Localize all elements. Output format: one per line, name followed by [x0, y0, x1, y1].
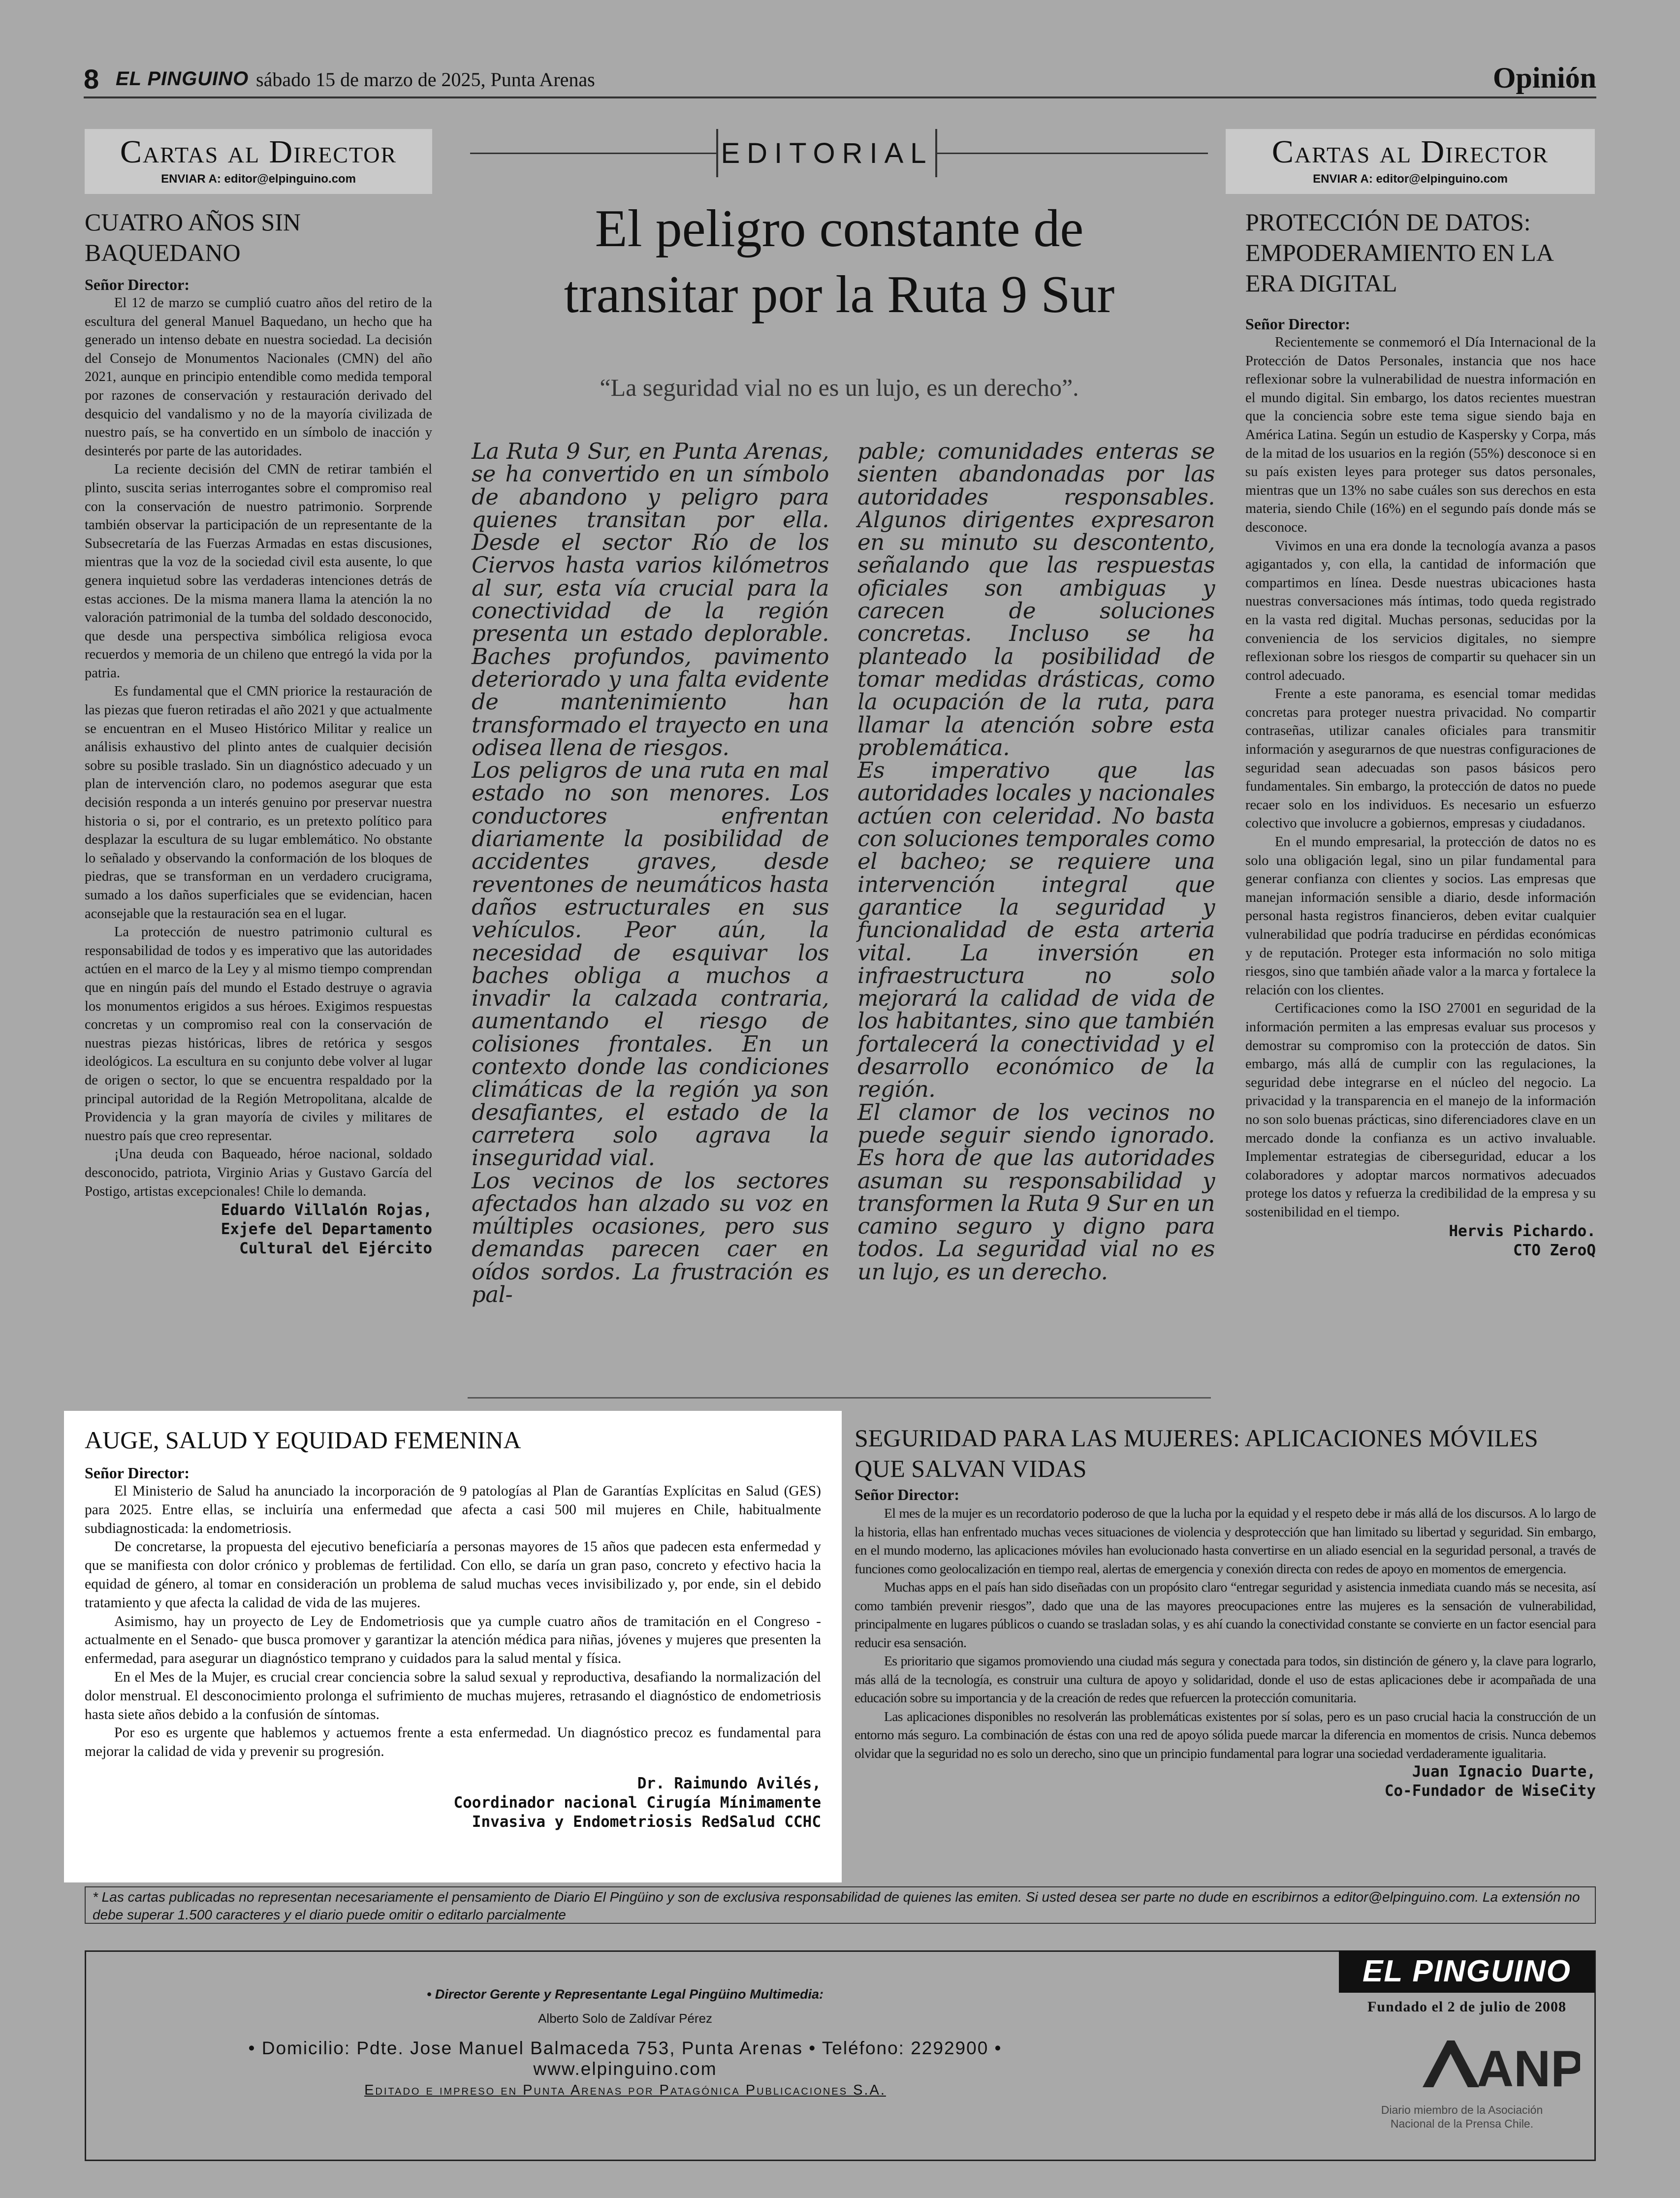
disclaimer-text: * Las cartas publicadas no representan necesariamente el pensamiento de Diario El Pingüino y son de exclusiva responsabilidad de quienes las emiten. Si usted desea ser parte no dude en escribirnos a editor@elpinguino.com. La extensión no debe superar 1.500 caracteres y el diario puede omitir o editarlo parcialmente	[93, 1889, 1580, 1922]
editorial-paragraph: Es imperativo que las autoridades locales y nacionales actúen con celeridad. No basta con soluciones temporales como el bacheo; se requiere una intervención integral que garantice la seguridad y funcionalidad de esta arteria vital. La inversión en infraestructura no solo mejorará la calidad de vida de los habitantes, sino que también fortalecerá la conectividad y el desarrollo económico de la región.	[857, 757, 1215, 1103]
right-letter	[1245, 207, 1596, 1260]
anp-caption-line: Nacional de la Prensa Chile.	[1390, 2117, 1534, 2130]
cartas-header-left	[85, 129, 432, 194]
footer-credits	[207, 1987, 1044, 2099]
letter-paragraph: Frente a este panorama, es esencial tomar medidas concretas para proteger nuestra privacidad. No compartir contraseñas, utilizar canales oficiales para transmitir información y asegurarnos de que nuestras configuraciones de seguridad sean adecuadas son pasos básicos pero fundamentales. Sin embargo, la protección de datos no puede recaer solo en los individuos. Es necesario un esfuerzo colectivo que involucre a gobiernos, empresas y ciudadanos.	[1245, 686, 1596, 831]
letter-body	[85, 1482, 821, 1761]
editorial-rule-right	[937, 153, 1208, 154]
signature-line: Invasiva y Endometriosis RedSalud CCHC	[472, 1813, 821, 1831]
letter-paragraph: Las aplicaciones disponibles no resolverán las problemáticas existentes por sí solas, pero es un paso crucial hacia la construcción de un entorno más seguro. La combinación de éstas con una red de apoyo sólida puede marcar la diferencia en momentos de crisis. Nunca debemos olvidar que la seguridad no es solo un derecho, sino que un principio fundamental para lograr una sociedad verdaderamente igualitaria.	[855, 1708, 1596, 1761]
letter-paragraph: De concretarse, la propuesta del ejecutivo beneficiaría a personas mayores de 15 años que padecen esta enfermedad y que se manifiesta con dolor crónico y problemas de fertilidad. Con ello, se daría un gran paso, concreto y efectivo hacia la equidad de género, al tomar en consideración un problema de salud muchas veces invisibilizado y, por ende, sin el debido tratamiento y que afecta la calidad de vida de las mujeres.	[85, 1539, 821, 1611]
headline-line: El peligro constante de	[595, 199, 1084, 258]
editorial-subhead: “La seguridad vial no es un lujo, es un derecho”.	[600, 374, 1079, 401]
letter-title: SEGURIDAD PARA LAS MUJERES: APLICACIONES MÓVILES QUE SALVAN VIDAS	[855, 1424, 1538, 1482]
left-letter	[85, 207, 432, 1258]
signature-line: Eduardo Villalón Rojas,	[221, 1201, 432, 1219]
anp-logo-text: ANP	[1477, 2040, 1580, 2098]
editorial-bottom-rule	[468, 1397, 1211, 1399]
letter-signature	[85, 1201, 432, 1258]
letter-paragraph: El Ministerio de Salud ha anunciado la incorporación de 9 patologías al Plan de Garantías Explícitas en Salud (GES) para 2025. Entre ellas, se incluiría una enfermedad que afecta a casi 500 mil mujeres en Chile, habitualmente subdiagnosticada: la endometriosis.	[85, 1483, 821, 1536]
cartas-email: ENVIAR A: editor@elpinguino.com	[161, 172, 356, 186]
signature-line: Dr. Raimundo Avilés,	[637, 1774, 821, 1792]
anp-logo-graphic	[1393, 2028, 1580, 2102]
editorial-tick-left	[716, 129, 718, 177]
letter-paragraph: En el mundo empresarial, la protección de datos no es solo una obligación legal, sino un pilar fundamental para generar confianza con clientes y socios. Las empresas que manejan información sensible a diario, desde información personal hasta registros financieros, deben evitar cualquier vulnerabilidad que podría traducirse en pérdidas económicas y de reputación. Proteger esta información no solo mitiga riesgos, sino que también añade valor a la marca y fortalece la relación con los clientes.	[1245, 834, 1596, 998]
letter-title: AUGE, SALUD Y EQUIDAD FEMENINA	[85, 1426, 521, 1454]
editorial-rule-left	[470, 153, 716, 154]
founded-date: Fundado el 2 de julio de 2008	[1367, 1999, 1567, 2015]
letter-paragraph: El 12 de marzo se cumplió cuatro años del retiro de la escultura del general Manuel Baquedano, un hecho que ha generado un intenso debate en nuestra sociedad. La decisión del Consejo de Monumentos Nacionales (CMN) del año 2021, aunque en principio entendible como medida temporal por razones de conservación y restauración derivado del desquicio del vandalismo y no de la mayoría civilizada de nuestro país, se ha convertido en un símbolo de inacción y desinterés por parte de las autoridades.	[85, 295, 432, 459]
anp-logo-mark	[1423, 2040, 1479, 2087]
letter-paragraph: Vivimos en una era donde la tecnología avanza a pasos agigantados y, con ella, la cantidad de información que compartimos en línea. Desde nuestras ubicaciones hasta nuestras conversaciones más íntimas, todo queda registrado en la vasta red digital. Muchas personas, seducidas por la conveniencia de los servicios digitales, no siempre reflexionan sobre los riesgos de compartir su quehacer sin un control adecuado.	[1245, 538, 1596, 683]
letter-body	[85, 294, 432, 1201]
letter-paragraph: Asimismo, hay un proyecto de Ley de Endometriosis que ya cumple cuatro años de tramitación en el Congreso -actualmente en el Senado- que busca promover y garantizar la atención médica para niñas, jóvenes y mujeres que presenten la enfermedad, para asegurar un diagnóstico temprano y cuidados para la salud mental y física.	[85, 1613, 821, 1667]
anp-caption-line: Diario miembro de la Asociación	[1381, 2103, 1543, 2116]
letter-title: CUATRO AÑOS SIN BAQUEDANO	[85, 208, 301, 266]
editorial-paragraph: pable; comunidades enteras se sienten abandonadas por las autoridades responsables. Algunos dirigentes expresaron en su minuto su descontento, señalando que las respuestas oficiales son ambiguas y carecen de soluciones concretas. Incluso se ha planteado la posibilidad de tomar medidas drásticas, como la ocupación de la ruta, para llamar la atención sobre esta problemática.	[857, 438, 1215, 761]
director-label: • Director Gerente y Representante Legal Pingüino Multimedia:	[426, 1987, 824, 2002]
anp-logo	[1393, 2028, 1580, 2102]
letter-paragraph: Por eso es urgente que hablemos y actuemos frente a esta enfermedad. Un diagnóstico precoz es fundamental para mejorar la calidad de vida y prevenir su progresión.	[85, 1725, 821, 1760]
header-rule	[84, 96, 1596, 98]
editorial-column-1	[472, 440, 829, 1306]
anp-caption	[1334, 2103, 1590, 2131]
letter-paragraph: La protección de nuestro patrimonio cultural es responsabilidad de todos y es imperativo que las autoridades actúen en el marco de la Ley y al mismo tiempo comprendan que en ningún país del mundo el Estado destruye o agravia los monumentos erigidos a sus héroes. Exigimos respuestas concretas y un compromiso real con la conservación de nuestras piezas históricas, libres de retórica y sesgos ideológicos. La escultura en su conjunto debe volver al lugar de origen o sector, lo que se encuentra respaldado por la principal autoridad de la Región Metropolitana, alcalde de Providencia y la gran mayoría de civiles y militares de nuestro país que creo representar.	[85, 924, 432, 1144]
cartas-title: Cartas al Director	[1271, 134, 1549, 170]
brand-logo: EL PINGUINO	[1339, 1950, 1595, 1993]
letter-greeting: Señor Director:	[85, 276, 190, 293]
letter-paragraph: En el Mes de la Mujer, es crucial crear conciencia sobre la salud sexual y reproductiva, desafiando la normalización del dolor menstrual. El desconocimiento prolonga el sufrimiento de muchas mujeres, retrasando el diagnóstico de endometriosis hasta siete años debido a la confusión de síntomas.	[85, 1669, 821, 1722]
letter-body	[855, 1504, 1596, 1762]
editorial-paragraph: El clamor de los vecinos no puede seguir siendo ignorado. Es hora de que las autoridades asuman su responsabilidad y transformen la Ruta 9 Sur en un camino seguro y digno para todos. La seguridad vial no es un lujo, es un derecho.	[857, 1099, 1215, 1285]
editorial-paragraph: Los vecinos de los sectores afectados han alzado su voz en múltiples ocasiones, pero sus demandas parecen caer en oídos sordos. La frustración es pal-	[472, 1167, 829, 1307]
editorial-label: EDITORIAL	[721, 137, 933, 169]
bottom-left-letter	[64, 1411, 842, 1882]
letter-greeting: Señor Director:	[85, 1464, 190, 1482]
letter-signature	[1245, 1222, 1596, 1260]
cartas-title: Cartas al Director	[120, 134, 397, 170]
editorial-paragraph: La Ruta 9 Sur, en Punta Arenas, se ha convertido en un símbolo de abandono y peligro para quienes transitan por ella. Desde el sector Río de los Ciervos hasta varios kilómetros al sur, esta vía crucial para la conectividad de la región presenta un estado deplorable. Baches profundos, pavimento deteriorado y una falta evidente de mantenimiento han transformado el trayecto en una odisea llena de riesgos.	[472, 438, 829, 761]
disclaimer-box	[85, 1886, 1596, 1924]
footer-address: • Domicilio: Pdte. Jose Manuel Balmaceda 753, Punta Arenas • Teléfono: 2292900 • www.elpinguino.com	[248, 2038, 1002, 2079]
signature-line: Coordinador nacional Cirugía Mínimamente	[453, 1793, 821, 1812]
letter-paragraph: La reciente decisión del CMN de retirar también el plinto, suscita serias interrogantes sobre el compromiso real con la conservación de nuestro patrimonio. Sorprende también observar la participación de un representante de la Subsecretaría de las Fuerzas Armadas en estas discusiones, mientras que la voz de la sociedad civil esta ausente, lo que genera inquietud sobre las verdaderas intenciones detrás de estas acciones. De la misma manera llama la atención la no valoración patrimonial de la tumba del soldado desconocido, que desde una perspectiva simbólica religiosa evoca recuerdos y memoria de un chileno que entregó la vida por la patria.	[85, 462, 432, 681]
letter-paragraph: Es prioritario que sigamos promoviendo una ciudad más segura y conectada para todos, sin distinción de género y, la clave para lograrlo, más allá de la tecnología, es construir una cultura de apoyo y solidaridad, donde el uso de estas aplicaciones debe ir acompañada de una educación sobre su importancia y de la creación de redes que refuercen la protección comunitaria.	[855, 1653, 1596, 1705]
letter-paragraph: ¡Una deuda con Baqueado, héroe nacional, soldado desconocido, patriota, Virginio Arias y Gustavo García del Postigo, artistas excepcionales! Chile lo demanda.	[85, 1147, 432, 1199]
signature-line: CTO ZeroQ	[1513, 1241, 1596, 1259]
footer-printed: Editado e impreso en Punta Arenas por Patagónica Publicaciones S.A.	[364, 2082, 886, 2098]
letter-paragraph: El mes de la mujer es un recordatorio poderoso de que la lucha por la equidad y el respeto debe ir más allá de los discursos. A lo largo de la historia, ellas han enfrentado muchas veces situaciones de violencia y desprotección que han limitado su libertad y seguridad. Sin embargo, en el mundo moderno, las aplicaciones móviles han evolucionado hasta convertirse en un aliado esencial en la seguridad personal, a través de funciones como geolocalización en tiempo real, alertas de emergencia y conexión directa con redes de apoyo en momentos de emergencia.	[855, 1505, 1596, 1576]
signature-line: Cultural del Ejército	[239, 1240, 432, 1258]
signature-line: Hervis Pichardo.	[1449, 1222, 1596, 1240]
letter-greeting: Señor Director:	[855, 1486, 959, 1503]
brand-name: EL PINGUINO	[116, 68, 249, 90]
issue-date: sábado 15 de marzo de 2025, Punta Arenas	[256, 68, 595, 91]
letter-signature	[855, 1762, 1596, 1801]
letter-title: PROTECCIÓN DE DATOS: EMPODERAMIENTO EN LA ERA DIGITAL	[1245, 208, 1553, 297]
letter-paragraph: Es fundamental que el CMN priorice la restauración de las piezas que fueron retiradas el año 2021 y que actualmente se encuentran en el Museo Histórico Militar y realice un análisis exhaustivo del plinto antes de cualquier decisión sobre su posible traslado. Sin un diagnóstico adecuado y un plan de intervención claro, no podemos asegurar que esta decisión responda a un interés genuino por preservar nuestra historia o si, por el contrario, es un pretexto político para desplazar la escultura de su lugar emblemático. No obstante lo señalado y observando la conformación de los bloques de piedras, que se transforman en un verdadero crucigrama, sumado a los daños superficiales que se evidencian, hacen aconsejable que la restauración sea en el lugar.	[85, 684, 432, 922]
letter-signature	[85, 1774, 821, 1832]
bottom-right-letter	[855, 1423, 1596, 1801]
letter-paragraph: Recientemente se conmemoró el Día Internacional de la Protección de Datos Personales, instancia que nos hace reflexionar sobre la vulnerabilidad de nuestra información en el mundo digital. Sin embargo, los datos recientes muestran que la conciencia sobre este tema sigue siendo baja en América Latina. Según un estudio de Kaspersky y Corpa, más de la mitad de los usuarios en la región (55%) desconoce si en su país existen leyes para proteger sus datos personales, mientras que un 13% no sabe cuáles son sus derechos en esta materia, siendo Chile (16%) en el segundo país donde más se desconoce.	[1245, 335, 1596, 535]
letter-paragraph: Muchas apps en el país han sido diseñadas con un propósito claro “entregar seguridad y asistencia inmediata cuando más se necesita, así como también prevenir riesgos”, dado que una de las mayores preocupaciones entre las mujeres es la sensación de vulnerabilidad, principalmente en lugares públicos o cuando se trasladan solas, y es ahí cuando la conectividad constante se convierte en un factor esencial para reducir esa sensación.	[855, 1579, 1596, 1650]
signature-line: Juan Ignacio Duarte,	[1412, 1763, 1596, 1781]
page-number: 8	[84, 64, 99, 95]
headline-line: transitar por la Ruta 9 Sur	[564, 265, 1115, 324]
signature-line: Exjefe del Departamento	[221, 1220, 432, 1239]
signature-line: Co-Fundador de WiseCity	[1384, 1782, 1596, 1800]
letter-body	[1245, 333, 1596, 1222]
letter-greeting: Señor Director:	[1245, 315, 1350, 333]
director-name: Alberto Solo de Zaldívar Pérez	[538, 2011, 713, 2026]
letter-paragraph: Certificaciones como la ISO 27001 en seguridad de la información permiten a las empresas evaluar sus procesos y demostrar su compromiso con la protección de datos. Sin embargo, más allá de cumplir con las regulaciones, la seguridad debe integrarse en el núcleo del negocio. La privacidad y la transparencia en el manejo de la información no son solo buenas prácticas, sino diferenciadores clave en un mercado donde la confianza es un activo invaluable. Implementar estrategias de ciberseguridad, educar a los colaboradores y adoptar marcos normativos adecuados protege los datos y refuerza la credibilidad de la empresa y su sostenibilidad en el tiempo.	[1245, 1001, 1596, 1220]
editorial-column-2	[857, 440, 1215, 1283]
editorial-paragraph: Los peligros de una ruta en mal estado no son menores. Los conductores enfrentan diariamente la posibilidad de accidentes graves, desde reventones de neumáticos hasta daños estructurales en sus vehículos. Peor aún, la necesidad de esquivar los baches obliga a muchos a invadir la calzada contraria, aumentando el riesgo de colisiones frontales. En un contexto donde las condiciones climáticas de la región ya son desafiantes, el estado de la carretera solo agrava la inseguridad vial.	[472, 757, 829, 1171]
editorial-headline	[443, 196, 1236, 328]
cartas-header-right	[1226, 129, 1595, 194]
section-title: Opinión	[1492, 62, 1596, 94]
cartas-email: ENVIAR A: editor@elpinguino.com	[1313, 172, 1508, 186]
